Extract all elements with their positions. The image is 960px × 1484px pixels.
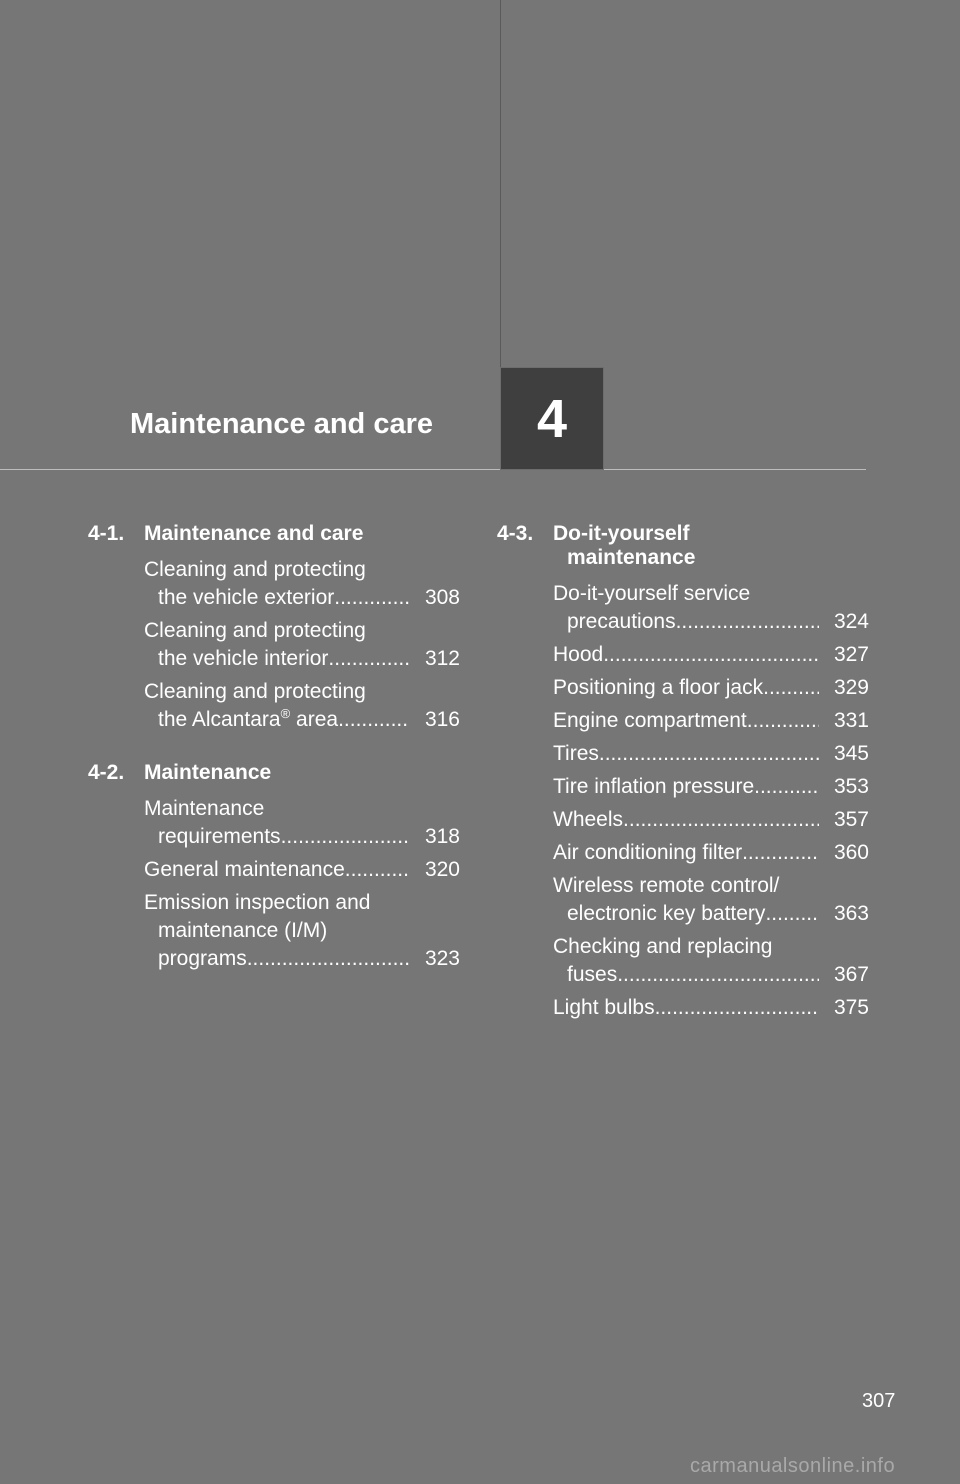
toc-entry[interactable]: Cleaning and protecting the Alcantara® area ..... 316 [144,678,460,734]
horizontal-divider [0,469,866,470]
page-ref: 316 [424,708,460,731]
toc-entry[interactable]: Maintenance requirements ..... 318 [144,795,460,851]
section-heading-4-2: 4-2. Maintenance [88,761,272,784]
toc-entry[interactable]: Positioning a floor jack ..... 329 [553,674,869,702]
toc-entry[interactable]: Wireless remote control/ electronic key battery ..... 363 [553,872,869,928]
section-heading-4-1: 4-1. Maintenance and care [88,522,364,545]
toc-entry[interactable]: Cleaning and protecting the vehicle interior ..... 312 [144,617,460,673]
page-ref: 323 [424,947,460,970]
toc-entry[interactable]: Tire inflation pressure ..... 353 [553,773,869,801]
toc-entry[interactable]: Do-it-yourself service precautions ..... 324 [553,580,869,636]
page-ref: 331 [833,709,869,732]
toc-entry[interactable]: Tires ..... 345 [553,740,869,768]
toc-entry[interactable]: Emission inspection and maintenance (I/M) programs ..... 323 [144,889,460,973]
page-ref: 367 [833,963,869,986]
chapter-number-tab: 4 [500,367,604,470]
page-ref: 327 [833,643,869,666]
toc-left-column [88,522,460,978]
watermark: carmanualsonline.info [690,1455,896,1477]
chapter-title: Maintenance and care [130,408,433,440]
page-ref: 353 [833,775,869,798]
page-ref: 324 [833,610,869,633]
page-ref: 375 [833,996,869,1019]
page-ref: 312 [424,647,460,670]
toc-entry[interactable]: Hood ..... 327 [553,641,869,669]
page-ref: 345 [833,742,869,765]
toc-entry[interactable]: Light bulbs ..... 375 [553,994,869,1022]
toc-entry[interactable]: Wheels ..... 357 [553,806,869,834]
page-ref: 329 [833,676,869,699]
toc-entry[interactable]: Air conditioning filter ..... 360 [553,839,869,867]
page-ref: 357 [833,808,869,831]
section-heading-4-3: 4-3. Do-it-yourself maintenance [497,522,696,569]
page-number: 307 [862,1390,896,1412]
toc-entry[interactable]: Cleaning and protecting the vehicle exterior ..... 308 [144,556,460,612]
toc-entry[interactable]: Checking and replacing fuses ..... 367 [553,933,869,989]
page-ref: 318 [424,825,460,848]
page-ref: 308 [424,586,460,609]
toc-entry[interactable]: General maintenance ..... 320 [144,856,460,884]
toc-right-column [497,522,869,1027]
page-ref: 320 [424,858,460,881]
page-ref: 360 [833,841,869,864]
toc-entry[interactable]: Engine compartment ..... 331 [553,707,869,735]
page-ref: 363 [833,902,869,925]
